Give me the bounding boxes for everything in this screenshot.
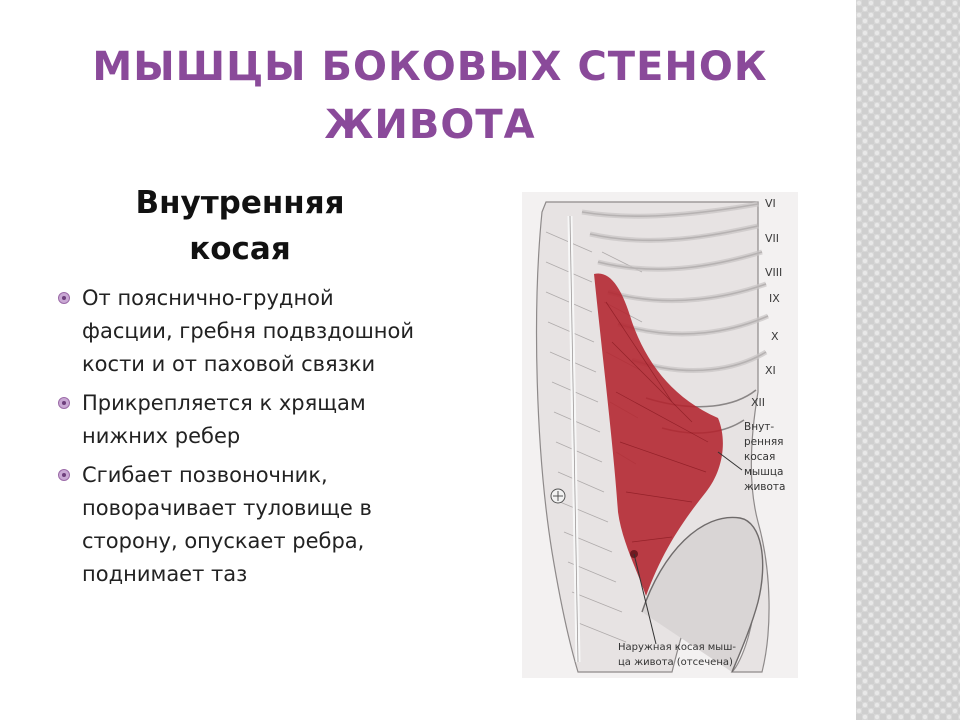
rib-label-xi: XI [765, 364, 776, 377]
callout-external-oblique [618, 640, 788, 670]
anatomy-illustration [522, 192, 798, 678]
slide-subtitle-line-1: Внутренняя [135, 185, 345, 221]
slide-title-line-2: ЖИВОТА [324, 102, 536, 148]
callout-internal-line: живота [744, 481, 786, 493]
bullet-text: Сгибает позвоночник, поворачивает туловище в сторону, опускает ребра, поднимает таз [82, 463, 372, 586]
callout-internal-line: ренняя [744, 436, 784, 448]
callout-external-line: ца живота (отсечена) [618, 657, 733, 668]
bullet-icon [58, 397, 70, 409]
callout-internal-line: Внут- [744, 421, 775, 433]
rib-label-xii: XII [751, 396, 766, 409]
bullet-list [58, 282, 418, 597]
rib-label-vii: VII [765, 232, 780, 245]
slide-subtitle-line-2: косая [189, 231, 291, 267]
bullet-item [58, 387, 418, 453]
callout-internal-line: мышца [744, 466, 784, 478]
bullet-icon [58, 292, 70, 304]
slide-title-line-1: МЫШЦЫ БОКОВЫХ СТЕНОК [92, 44, 768, 90]
rib-label-vi: VI [765, 197, 776, 210]
callout-internal-line: косая [744, 451, 776, 463]
bullet-text: Прикрепляется к хрящам нижних ребер [82, 391, 366, 448]
rib-label-x: X [771, 330, 779, 343]
callout-external-line: Наружная косая мыш- [618, 642, 736, 653]
bullet-item [58, 282, 418, 381]
rib-label-ix: IX [769, 292, 780, 305]
slide-subtitle [60, 180, 420, 272]
callout-internal-oblique [744, 420, 798, 495]
bullet-icon [58, 469, 70, 481]
rib-label-viii: VIII [765, 266, 783, 279]
slide-title [60, 38, 800, 154]
bullet-item [58, 459, 418, 591]
bullet-text: От пояснично-грудной фасции, гребня подвздошной кости и от паховой связки [82, 286, 415, 376]
decorative-side-pattern [856, 0, 960, 720]
